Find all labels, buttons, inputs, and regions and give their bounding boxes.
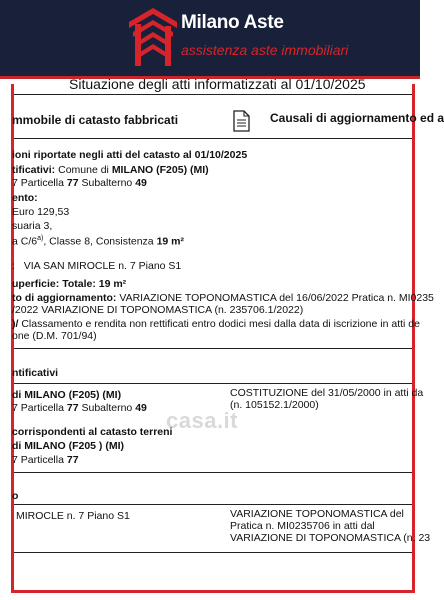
section-rule-5 <box>14 504 412 505</box>
variazione-line1: VARIAZIONE TOPONOMASTICA del <box>230 508 404 520</box>
section-rule-6 <box>14 552 412 553</box>
section-identificativi: ntificativi <box>12 367 59 379</box>
section-rule <box>14 138 412 139</box>
section-o: o <box>12 490 19 502</box>
document-icon <box>230 110 252 132</box>
categoria-line: a C/6$^{a)}$, Classe 8, Consistenza 19 m² <box>12 235 185 248</box>
costituzione-line2: (n. 105152.1/2000) <box>230 399 319 411</box>
terreni-particella-line: 7 Particella 77 <box>12 454 79 466</box>
aggiornamento-line2: /2022 VARIAZIONE DI TOPONOMASTICA (n. 235706.1/2022) <box>12 304 304 316</box>
section-rule-3 <box>14 383 412 384</box>
brand-tagline: assistenza aste immobiliari <box>181 42 349 58</box>
section-rule-4 <box>14 472 412 473</box>
superficie-line: uperficie: Totale: 19 m² <box>12 278 127 290</box>
hist-comune: di MILANO (F205) (MI) <box>12 389 122 401</box>
watermark-casa-it: casa.it <box>166 408 238 433</box>
costituzione-line: COSTITUZIONE del 31/05/2000 in atti da <box>230 387 424 399</box>
document-title: Situazione degli atti informatizzati al 01/10/2025 <box>69 76 366 92</box>
indirizzo-line: : VIA SAN MIROCLE n. 7 Piano S1 <box>12 260 182 272</box>
variazione-line2: Pratica n. MI0235706 in atti dal <box>230 520 375 532</box>
document-scan <box>11 76 444 593</box>
annotazioni-line2: one (D.M. 701/94) <box>12 330 97 342</box>
section-rendita: ento: <box>12 192 38 204</box>
hist-indirizzo: MIROCLE n. 7 Piano S1 <box>16 510 130 522</box>
ident-line: tificativi: Comune di MILANO (F205) (MI) <box>12 164 209 176</box>
annotazioni-line: )/ Classamento e rendita non rettificati entro dodici mesi dalla data di iscrizione in atti de <box>12 318 420 330</box>
aggiornamento-line: to di aggiornamento: VARIAZIONE TOPONOMASTICA del 16/06/2022 Pratica n. MI0235 <box>12 292 434 304</box>
hist-particella-line: 7 Particella 77 Subalterno 49 <box>12 402 147 414</box>
section-causali: Causali di aggiornamento ed a <box>270 111 444 125</box>
zona-value: suaria 3, <box>12 220 53 232</box>
title-rule <box>14 94 412 95</box>
ident-particella-line: 7 Particella 77 Subalterno 49 <box>12 177 147 189</box>
rendita-value: Euro 129,53 <box>12 206 70 218</box>
variazione-line3: VARIAZIONE DI TOPONOMASTICA (n. 23 <box>230 532 431 544</box>
section-property: mmobile di catasto fabbricati <box>12 113 179 127</box>
terreni-comune: di MILANO (F205 ) (MI) <box>12 440 124 452</box>
section-rule-2 <box>14 348 412 349</box>
header-banner <box>0 0 420 76</box>
section-terreni: corrispondenti al catasto terreni <box>12 426 173 438</box>
data-header: ioni riportate negli atti del catasto al 01/10/2025 <box>12 149 248 161</box>
brand-name: Milano Aste <box>181 12 284 33</box>
milano-aste-logo-icon <box>127 6 179 72</box>
